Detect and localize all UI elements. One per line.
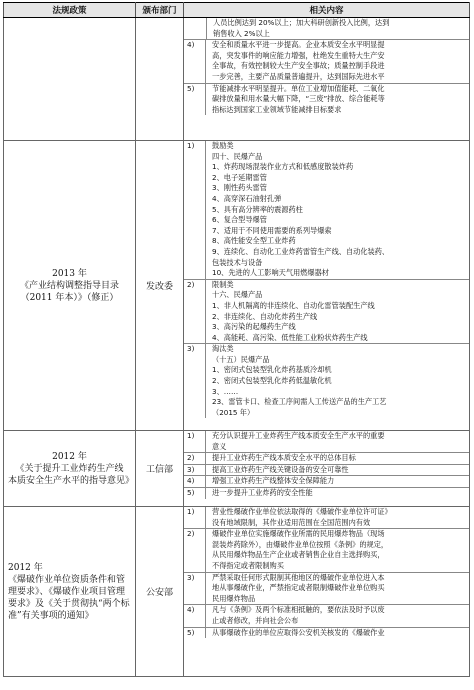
text-line: 意义 bbox=[212, 441, 227, 451]
item-number: 5) bbox=[184, 628, 206, 639]
list-item bbox=[184, 83, 469, 116]
policy-title-line: 本质安全生产水平的指导意见》 bbox=[8, 475, 135, 486]
text-line: 没有地域限制，其作业适用范围在全国范围内有效 bbox=[212, 517, 371, 527]
item-number: 2) bbox=[184, 529, 206, 571]
content-cell bbox=[184, 141, 470, 431]
text-line: 混装炸药除外），由爆破作业单位按照《条例》的规定， bbox=[212, 539, 389, 549]
text-line: 3、…… bbox=[212, 386, 239, 396]
continued-text bbox=[184, 18, 469, 39]
list-item bbox=[184, 452, 469, 464]
policy-table bbox=[3, 2, 470, 677]
text-line: 5、具有高分辨率的震源药柱 bbox=[212, 204, 303, 214]
text-line: 四十、民爆产品 bbox=[212, 151, 263, 161]
table-row bbox=[4, 431, 470, 507]
list-item bbox=[184, 141, 469, 279]
text-line: 2、非连续化、自动化炸药生产线 bbox=[212, 311, 318, 321]
text-line: 7、适用于不同使用需要的系列导爆索 bbox=[212, 225, 332, 235]
text-line: 指标达到国家工业领域节能减排目标要求 bbox=[212, 104, 342, 114]
text-line: 爆破作业单位实施爆破作业所需的民用爆炸物品（现场 bbox=[212, 529, 385, 539]
text-line: 节能减排水平明显提升。单位工业增加值能耗、二氧化 bbox=[212, 83, 385, 93]
policy-cell bbox=[4, 507, 136, 677]
department-cell: 公安部 bbox=[136, 507, 184, 677]
text-line: 1、密闭式包装型乳化炸药基质冷却机 bbox=[212, 365, 332, 375]
item-number: 3) bbox=[184, 465, 206, 476]
policy-title-line: 《关于提升工业炸药生产线 bbox=[15, 463, 124, 474]
policy-title-line: 理要求》、《爆破作业项目管理 bbox=[8, 586, 126, 597]
item-number: 3) bbox=[184, 344, 206, 418]
list-item bbox=[184, 528, 469, 571]
list-item bbox=[184, 39, 469, 82]
text-line: 包装技术与设备 bbox=[212, 257, 263, 267]
item-number: 5) bbox=[184, 84, 206, 116]
department-cell-empty bbox=[136, 18, 184, 141]
header-policy: 法规政策 bbox=[4, 3, 136, 18]
item-number: 2) bbox=[184, 280, 206, 344]
text-line: 碳排放量和用水量大幅下降，“三废”排放、综合能耗等 bbox=[212, 94, 385, 104]
text-line: 6、复合型导爆管 bbox=[212, 215, 267, 225]
text-line: 十六、民爆产品 bbox=[212, 290, 263, 300]
text-line: 9、连续化、自动化工业炸药雷管生产线、自动化装药、 bbox=[212, 246, 390, 256]
text-line: 充分认识提升工业炸药生产线本质安全生产水平的重要 bbox=[212, 431, 385, 440]
content-cell bbox=[184, 431, 470, 507]
text-line: 增强工业炸药生产线整体安全保障能力 bbox=[212, 476, 335, 486]
item-number: 5) bbox=[184, 488, 206, 499]
policy-cell bbox=[4, 141, 136, 431]
policy-title-line: 要求》及《关于贯彻执“两个标 bbox=[8, 598, 130, 609]
item-number: 4) bbox=[184, 605, 206, 626]
text-line: 提高工业炸药生产线关键设备的安全可靠性 bbox=[212, 464, 349, 474]
policy-year: 2012 年 bbox=[8, 562, 43, 573]
text-line: 淘汰类 bbox=[212, 344, 234, 354]
text-line: 人员比例达到 20%以上；加大科研创新投入比例，达到 bbox=[206, 18, 469, 29]
text-line: 23、雷管卡口、检查工序间需人工传送产品的生产工艺 bbox=[212, 397, 387, 407]
header-content: 相关内容 bbox=[184, 3, 470, 18]
text-line: 不得指定或者限制购买 bbox=[212, 560, 284, 570]
item-number: 4) bbox=[184, 40, 206, 82]
item-number: 4) bbox=[184, 476, 206, 487]
policy-title-line: 《爆破作业单位资质条件和管 bbox=[8, 574, 126, 585]
text-line: 营业性爆破作业单位依法取得的《爆破作业单位许可证》 bbox=[212, 507, 392, 516]
text-line: 民用爆炸物品 bbox=[212, 593, 256, 603]
item-number: 1) bbox=[184, 431, 206, 452]
text-line: 4、高能耗、高污染、低性能工业粉状炸药生产线 bbox=[212, 332, 368, 342]
item-number: 1) bbox=[184, 507, 206, 528]
text-line: 止或者修改，并向社会公布 bbox=[212, 615, 299, 625]
item-number: 3) bbox=[184, 573, 206, 605]
text-line: 10、先进的人工影响天气用燃爆器材 bbox=[212, 268, 329, 278]
list-item bbox=[184, 487, 469, 499]
policy-title-line: （2011 年本）》（修正） bbox=[20, 292, 119, 303]
department-cell: 工信部 bbox=[136, 431, 184, 507]
department-cell: 发改委 bbox=[136, 141, 184, 431]
text-line: 提升工业炸药生产线本质安全水平的总体目标 bbox=[212, 453, 356, 463]
text-line: 从民用爆炸物品生产企业或者销售企业自主选择购买， bbox=[212, 550, 385, 560]
table-row bbox=[4, 141, 470, 431]
policy-title-line: 准”有关事项的通知》 bbox=[8, 610, 94, 621]
text-line: 3、刚性药头雷管 bbox=[212, 183, 267, 193]
text-line: 高，突发事件的响应能力增强，杜绝发生重特大生产安 bbox=[212, 50, 385, 60]
list-item bbox=[184, 343, 469, 418]
table-row bbox=[4, 18, 470, 141]
list-item bbox=[184, 279, 469, 344]
text-line: 4、高穿深石油射孔弹 bbox=[212, 193, 282, 203]
policy-year: 2013 年 bbox=[52, 268, 87, 279]
text-line: 凡与《条例》及两个标准相抵触的，要依法及时予以废 bbox=[212, 605, 385, 615]
table-row bbox=[4, 507, 470, 677]
text-line: 全事故，有效控制较大生产安全事故；质量控制手段进 bbox=[212, 61, 385, 71]
item-number: 2) bbox=[184, 453, 206, 464]
text-line: 一步完善，主要产品质量普遍提升，达到国际先进水平 bbox=[212, 71, 385, 81]
list-item bbox=[184, 627, 469, 639]
text-line: 1、非人机隔离的非连续化、自动化雷管装配生产线 bbox=[212, 300, 375, 310]
text-line: 销售收入 2%以上 bbox=[206, 29, 469, 40]
list-item bbox=[184, 464, 469, 476]
text-line: 2、密闭式包装型乳化炸药低温敏化机 bbox=[212, 376, 332, 386]
text-line: 进一步提升工业炸药的安全性能 bbox=[212, 487, 313, 497]
policy-title-line: 《产业结构调整指导目录 bbox=[19, 280, 119, 291]
policy-table-page bbox=[3, 2, 470, 690]
table-header-row bbox=[4, 3, 470, 18]
text-line: 地从事爆破作业，严禁指定或者限制爆破作业单位购买 bbox=[212, 583, 385, 593]
content-cell bbox=[184, 18, 470, 141]
text-line: 安全和质量水平进一步提高。企业本质安全水平明显提 bbox=[212, 40, 385, 50]
text-line: 从事爆破作业的单位应取得公安机关核发的《爆破作业 bbox=[212, 627, 385, 637]
list-item bbox=[184, 604, 469, 626]
text-line: 严禁采取任何形式限制其他地区的爆破作业单位进入本 bbox=[212, 572, 385, 582]
text-line: 限制类 bbox=[212, 279, 234, 289]
text-line: 3、高污染的起爆药生产线 bbox=[212, 322, 296, 332]
text-line: 鼓励类 bbox=[212, 141, 234, 150]
policy-year: 2012 年 bbox=[52, 451, 87, 462]
list-item bbox=[184, 475, 469, 487]
policy-cell-empty bbox=[4, 18, 136, 141]
list-item bbox=[184, 572, 469, 605]
text-line: 2、电子延期雷管 bbox=[212, 172, 267, 182]
policy-cell bbox=[4, 431, 136, 507]
text-line: （2015 年） bbox=[212, 407, 255, 417]
list-item bbox=[184, 507, 469, 528]
header-department: 颁布部门 bbox=[136, 3, 184, 18]
text-line: 8、高性能安全型工业炸药 bbox=[212, 236, 296, 246]
list-item bbox=[184, 431, 469, 452]
item-number: 1) bbox=[184, 141, 206, 279]
text-line: 1、炸药现场混装作业方式和低感度散装炸药 bbox=[212, 162, 354, 172]
text-line: （十五）民爆产品 bbox=[212, 354, 270, 364]
content-cell bbox=[184, 507, 470, 677]
